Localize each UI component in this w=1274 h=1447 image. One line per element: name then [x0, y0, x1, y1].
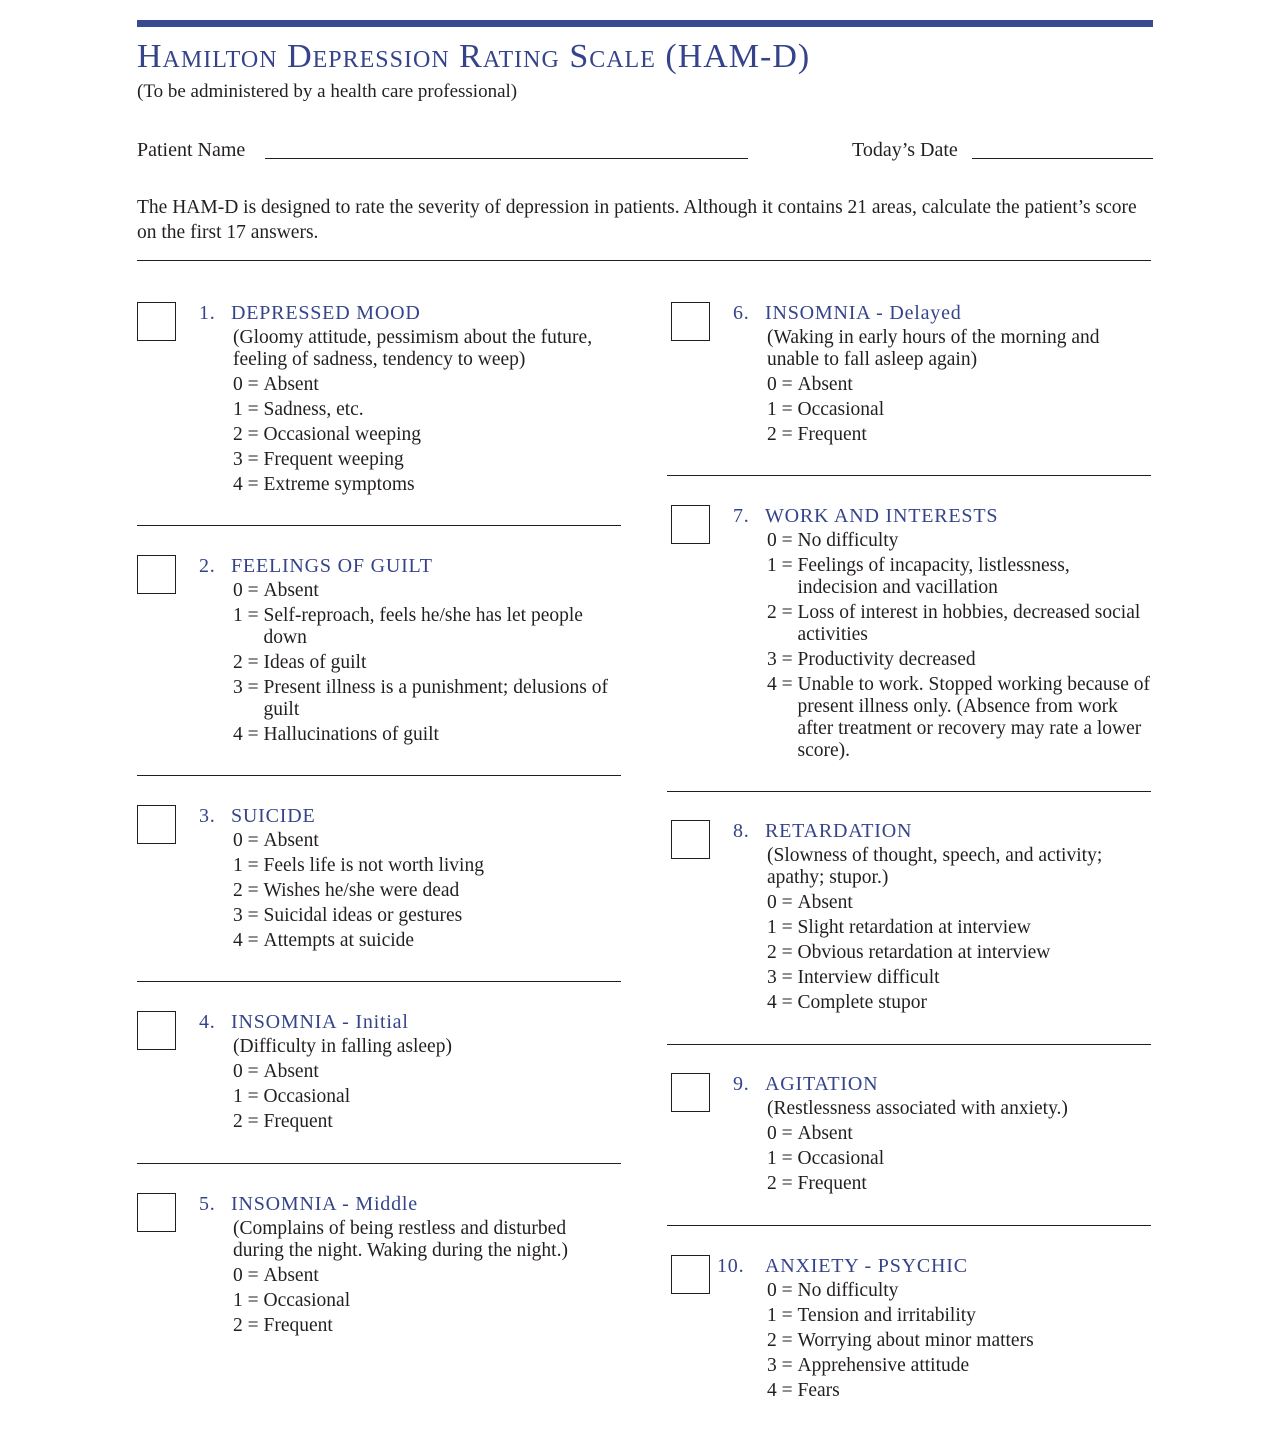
option-text: Absent: [797, 1123, 853, 1144]
option-score: 2 =: [767, 1330, 798, 1351]
option-text: Fears: [797, 1380, 840, 1401]
option-score: 1 =: [233, 399, 264, 420]
item-note: (Difficulty in falling asleep): [233, 1036, 452, 1057]
todays-date-field[interactable]: [972, 158, 1153, 159]
item-heading: [733, 820, 912, 842]
item-body: [767, 327, 1151, 449]
option-score: 1 =: [767, 1148, 798, 1169]
option-score: 1 =: [233, 605, 264, 626]
item-heading: [733, 302, 962, 324]
item-body: [233, 830, 617, 955]
item-title: AGITATION: [765, 1073, 879, 1095]
option-row: [767, 1330, 1151, 1352]
item-body: [767, 1098, 1151, 1198]
score-box[interactable]: [671, 505, 710, 544]
item-heading: [733, 1073, 878, 1095]
score-box[interactable]: [137, 302, 176, 341]
option-text: Slight retardation at interview: [797, 917, 1031, 938]
score-box[interactable]: [137, 1011, 176, 1050]
option-row: [767, 399, 1151, 421]
option-score: 4 =: [233, 930, 264, 951]
option-text: Loss of interest in hobbies, decreased social activities: [797, 602, 1141, 645]
option-row: [767, 530, 1151, 552]
item-title: ANXIETY - PSYCHIC: [765, 1255, 968, 1277]
score-box[interactable]: [671, 820, 710, 859]
todays-date-label: Today’s Date: [852, 139, 958, 161]
option-score: 4 =: [233, 724, 264, 745]
item-number: 9.: [733, 1073, 750, 1095]
option-text: Tension and irritability: [797, 1305, 976, 1326]
option-score: 2 =: [767, 424, 798, 445]
option-row: [767, 1148, 1151, 1170]
option-row: [767, 1355, 1151, 1377]
option-score: 0 =: [233, 580, 264, 601]
option-text: Absent: [263, 1061, 319, 1082]
option-text: No difficulty: [797, 1280, 899, 1301]
option-text: Present illness is a punishment; delusions of guilt: [263, 677, 608, 720]
item-note: (Slowness of thought, speech, and activity; apathy; stupor.): [767, 845, 1103, 888]
option-score: 3 =: [767, 649, 798, 670]
option-row: [233, 474, 617, 496]
score-box[interactable]: [137, 805, 176, 844]
item-number: 4.: [199, 1011, 216, 1033]
option-text: Productivity decreased: [797, 649, 976, 670]
item-title: FEELINGS OF GUILT: [231, 555, 433, 577]
patient-name-label: Patient Name: [137, 139, 246, 161]
option-text: Absent: [797, 892, 853, 913]
item-title: INSOMNIA - Delayed: [765, 302, 962, 324]
option-text: Frequent: [797, 424, 867, 445]
option-text: Absent: [263, 830, 319, 851]
option-row: [767, 917, 1151, 939]
item-heading: [199, 555, 433, 577]
option-score: 0 =: [767, 374, 798, 395]
item-title: INSOMNIA - Initial: [231, 1011, 409, 1033]
option-row: [233, 605, 617, 649]
item-number: 10.: [717, 1255, 745, 1277]
item-heading: [199, 1193, 418, 1215]
divider: [137, 981, 621, 982]
option-row: [233, 880, 617, 902]
option-row: [767, 942, 1151, 964]
option-text: Occasional: [263, 1290, 351, 1311]
option-row: [767, 992, 1151, 1014]
option-row: [233, 724, 617, 746]
option-row: [233, 424, 617, 446]
score-box[interactable]: [137, 1193, 176, 1232]
option-row: [233, 1086, 617, 1108]
option-row: [767, 374, 1151, 396]
item-body: [233, 327, 617, 499]
divider: [137, 1163, 621, 1164]
option-text: Occasional: [797, 399, 885, 420]
option-text: Absent: [263, 580, 319, 601]
option-score: 2 =: [233, 652, 264, 673]
option-score: 1 =: [233, 855, 264, 876]
option-score: 0 =: [233, 374, 264, 395]
item-note: (Restlessness associated with anxiety.): [767, 1098, 1068, 1119]
option-row: [767, 1305, 1151, 1327]
option-row: [233, 1315, 617, 1337]
item-note: (Complains of being restless and disturbed during the night. Waking during the night.): [233, 1218, 568, 1261]
option-score: 1 =: [767, 399, 798, 420]
option-score: 0 =: [233, 1265, 264, 1286]
option-text: Sadness, etc.: [263, 399, 364, 420]
option-score: 1 =: [233, 1086, 264, 1107]
option-text: Complete stupor: [797, 992, 927, 1013]
item-heading: [733, 505, 998, 527]
score-box[interactable]: [671, 1255, 710, 1294]
item-number: 3.: [199, 805, 216, 827]
option-row: [767, 1380, 1151, 1402]
item-title: RETARDATION: [765, 820, 913, 842]
option-row: [233, 1111, 617, 1133]
page-subtitle: (To be administered by a health care professional): [137, 81, 518, 102]
item-number: 8.: [733, 820, 750, 842]
option-row: [767, 892, 1151, 914]
item-heading: [717, 1255, 968, 1277]
option-text: Extreme symptoms: [263, 474, 415, 495]
intro-divider: [137, 260, 1151, 261]
option-text: Suicidal ideas or gestures: [263, 905, 463, 926]
patient-name-field[interactable]: [265, 158, 748, 159]
item-body: [767, 1280, 1151, 1405]
divider: [667, 1044, 1151, 1045]
item-body: [233, 1036, 617, 1136]
divider: [667, 475, 1151, 476]
item-number: 6.: [733, 302, 750, 324]
option-row: [233, 830, 617, 852]
option-row: [233, 399, 617, 421]
option-score: 4 =: [767, 1380, 798, 1401]
option-score: 4 =: [233, 474, 264, 495]
option-score: 2 =: [233, 1111, 264, 1132]
item-heading: [199, 1011, 409, 1033]
option-score: 2 =: [233, 880, 264, 901]
option-score: 3 =: [233, 677, 264, 698]
option-row: [767, 967, 1151, 989]
score-box[interactable]: [671, 1073, 710, 1112]
option-score: 3 =: [233, 905, 264, 926]
option-row: [233, 1061, 617, 1083]
option-text: Frequent weeping: [263, 449, 404, 470]
option-text: Attempts at suicide: [263, 930, 415, 951]
option-score: 1 =: [767, 1305, 798, 1326]
option-text: Occasional: [263, 1086, 351, 1107]
option-score: 4 =: [767, 674, 798, 695]
page-title: Hamilton Depression Rating Scale (HAM-D): [137, 38, 811, 75]
option-row: [767, 1280, 1151, 1302]
item-title: DEPRESSED MOOD: [231, 302, 421, 324]
option-text: Frequent: [263, 1111, 333, 1132]
item-heading: [199, 302, 421, 324]
option-score: 2 =: [767, 602, 798, 623]
item-heading: [199, 805, 316, 827]
item-number: 7.: [733, 505, 750, 527]
option-row: [767, 602, 1151, 646]
option-score: 2 =: [233, 1315, 264, 1336]
item-number: 1.: [199, 302, 216, 324]
option-text: Frequent: [797, 1173, 867, 1194]
item-title: INSOMNIA - Middle: [231, 1193, 418, 1215]
option-row: [767, 649, 1151, 671]
option-score: 1 =: [767, 555, 798, 576]
option-score: 3 =: [233, 449, 264, 470]
item-title: WORK AND INTERESTS: [765, 505, 999, 527]
option-score: 1 =: [767, 917, 798, 938]
item-note: (Gloomy attitude, pessimism about the future, feeling of sadness, tendency to weep): [233, 327, 593, 370]
header-top-rule: [137, 20, 1153, 27]
option-text: Absent: [263, 374, 319, 395]
option-score: 0 =: [767, 530, 798, 551]
option-text: Feels life is not worth living: [263, 855, 484, 876]
item-note: (Waking in early hours of the morning and unable to fall asleep again): [767, 327, 1100, 370]
option-score: 2 =: [233, 424, 264, 445]
item-body: [767, 845, 1151, 1017]
divider: [667, 1225, 1151, 1226]
option-row: [233, 374, 617, 396]
option-text: Absent: [797, 374, 853, 395]
divider: [137, 525, 621, 526]
option-score: 0 =: [767, 892, 798, 913]
option-score: 0 =: [233, 1061, 264, 1082]
option-text: Occasional: [797, 1148, 885, 1169]
option-row: [767, 424, 1151, 446]
option-text: Obvious retardation at interview: [797, 942, 1051, 963]
option-text: Frequent: [263, 1315, 333, 1336]
option-text: Self-reproach, feels he/she has let people down: [263, 605, 583, 648]
option-row: [233, 1265, 617, 1287]
option-text: Apprehensive attitude: [797, 1355, 970, 1376]
item-body: [767, 530, 1151, 765]
option-row: [233, 1290, 617, 1312]
option-row: [767, 674, 1151, 762]
option-row: [233, 930, 617, 952]
option-score: 0 =: [233, 830, 264, 851]
option-row: [767, 555, 1151, 599]
divider: [137, 775, 621, 776]
option-row: [767, 1173, 1151, 1195]
option-score: 2 =: [767, 942, 798, 963]
option-row: [233, 449, 617, 471]
option-score: 0 =: [767, 1123, 798, 1144]
option-score: 3 =: [767, 967, 798, 988]
option-text: Hallucinations of guilt: [263, 724, 439, 745]
score-box[interactable]: [671, 302, 710, 341]
option-text: Ideas of guilt: [263, 652, 367, 673]
option-score: 2 =: [767, 1173, 798, 1194]
option-row: [233, 677, 617, 721]
option-text: Unable to work. Stopped working because of present illness only. (Absence from work after treatment or recovery may rate a lower score).: [797, 674, 1151, 761]
option-text: No difficulty: [797, 530, 899, 551]
item-number: 5.: [199, 1193, 216, 1215]
item-body: [233, 1218, 617, 1340]
option-text: Wishes he/she were dead: [263, 880, 460, 901]
intro-text: The HAM-D is designed to rate the severity of depression in patients. Although it contains 21 areas, calculate the patient’s score on the first 17 answers.: [137, 197, 1137, 243]
option-row: [233, 580, 617, 602]
option-text: Worrying about minor matters: [797, 1330, 1034, 1351]
option-score: 1 =: [233, 1290, 264, 1311]
item-number: 2.: [199, 555, 216, 577]
option-row: [767, 1123, 1151, 1145]
option-score: 0 =: [767, 1280, 798, 1301]
option-score: 3 =: [767, 1355, 798, 1376]
option-text: Interview difficult: [797, 967, 940, 988]
option-score: 4 =: [767, 992, 798, 1013]
option-text: Feelings of incapacity, listlessness, indecision and vacillation: [797, 555, 1070, 598]
item-title: SUICIDE: [231, 805, 316, 827]
divider: [667, 791, 1151, 792]
option-row: [233, 905, 617, 927]
item-body: [233, 580, 617, 749]
option-text: Absent: [263, 1265, 319, 1286]
option-text: Occasional weeping: [263, 424, 422, 445]
option-row: [233, 855, 617, 877]
option-row: [233, 652, 617, 674]
score-box[interactable]: [137, 555, 176, 594]
